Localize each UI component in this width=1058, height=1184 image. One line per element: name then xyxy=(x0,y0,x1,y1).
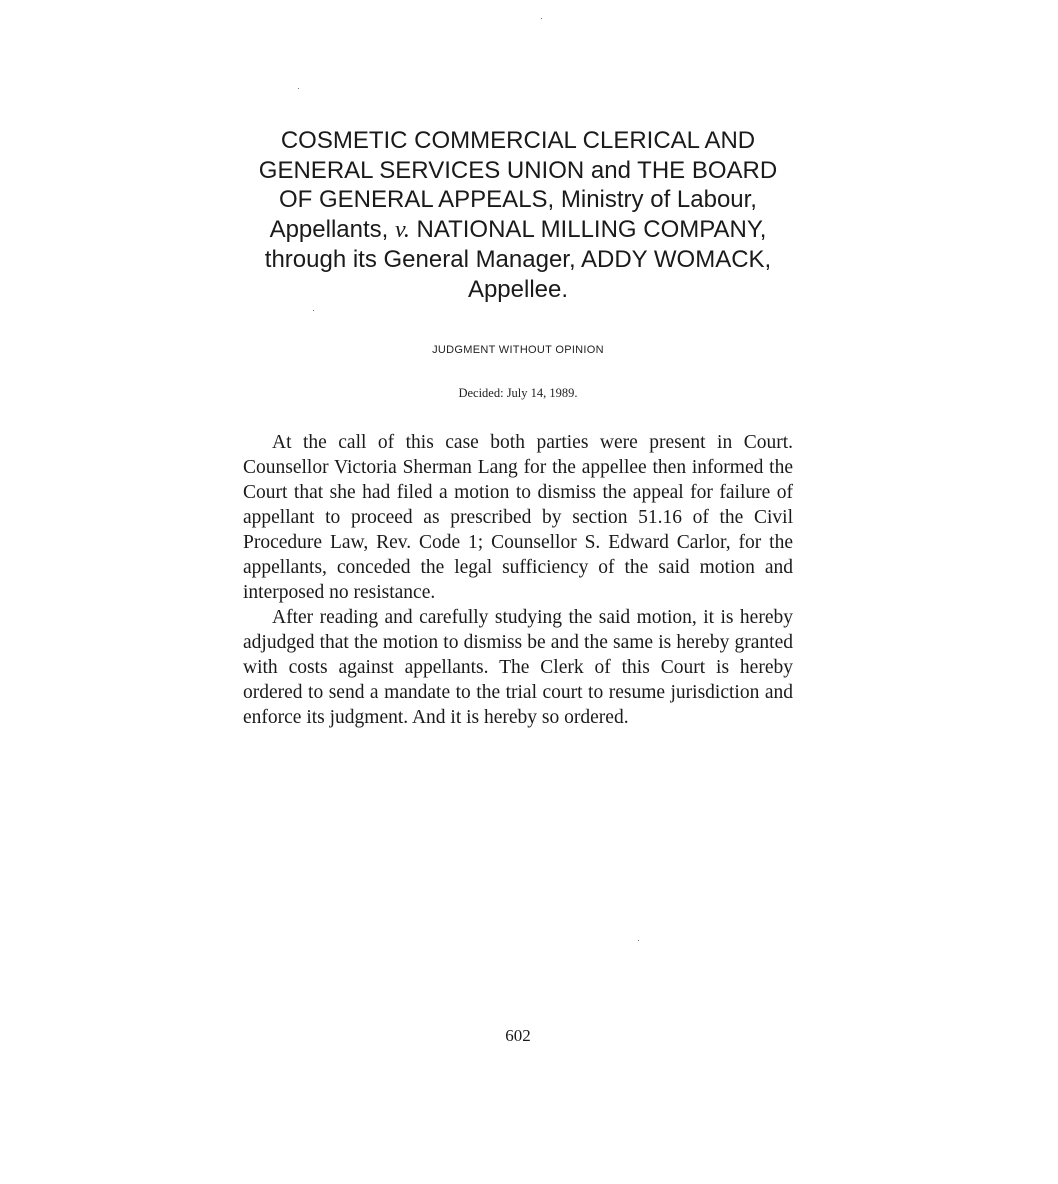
decided-date: Decided: July 14, 1989. xyxy=(458,386,578,400)
scan-speck xyxy=(638,940,639,941)
judgment-heading: JUDGMENT WITHOUT OPINION xyxy=(432,344,604,356)
caption-line: through its General Manager, ADDY WOMACK, xyxy=(264,246,772,273)
caption-line xyxy=(230,215,806,246)
scan-speck xyxy=(298,88,299,89)
scan-speck xyxy=(313,310,314,311)
caption-line: OF GENERAL APPEALS, Ministry of Labour, xyxy=(279,186,757,213)
paragraph: At the call of this case both parties were present in Court. Counsellor Victoria Sherman Lang for the appellee then informed the Court that she had filed a motion to dismiss the appeal for failure of appellant to proceed as prescribed by section 51.16 of the Civil Procedure Law, Rev. Code 1; Counsellor S. Edward Carlor, for the appellants, conceded the legal sufficiency of the said motion and interposed no resistance. xyxy=(243,432,793,603)
case-caption xyxy=(230,126,806,304)
scan-speck xyxy=(541,18,542,19)
paragraph: After reading and carefully studying the said motion, it is hereby adjudged that the motion to dismiss be and the same is hereby granted with costs against appellants. The Clerk of this Court is hereby ordered to send a mandate to the trial court to resume jurisdiction and enforce its judgment. And it is hereby so ordered. xyxy=(243,607,793,728)
page-number: 602 xyxy=(505,1026,531,1045)
versus-abbreviation: v. xyxy=(395,216,410,243)
caption-line: GENERAL SERVICES UNION and THE BOARD xyxy=(258,156,778,184)
caption-line: COSMETIC COMMERCIAL CLERICAL AND xyxy=(280,127,756,154)
caption-text: Appellants, xyxy=(269,215,395,243)
judgment-body xyxy=(243,430,793,730)
caption-text: NATIONAL MILLING COMPANY, xyxy=(409,215,767,243)
caption-line: Appellee. xyxy=(467,275,569,303)
